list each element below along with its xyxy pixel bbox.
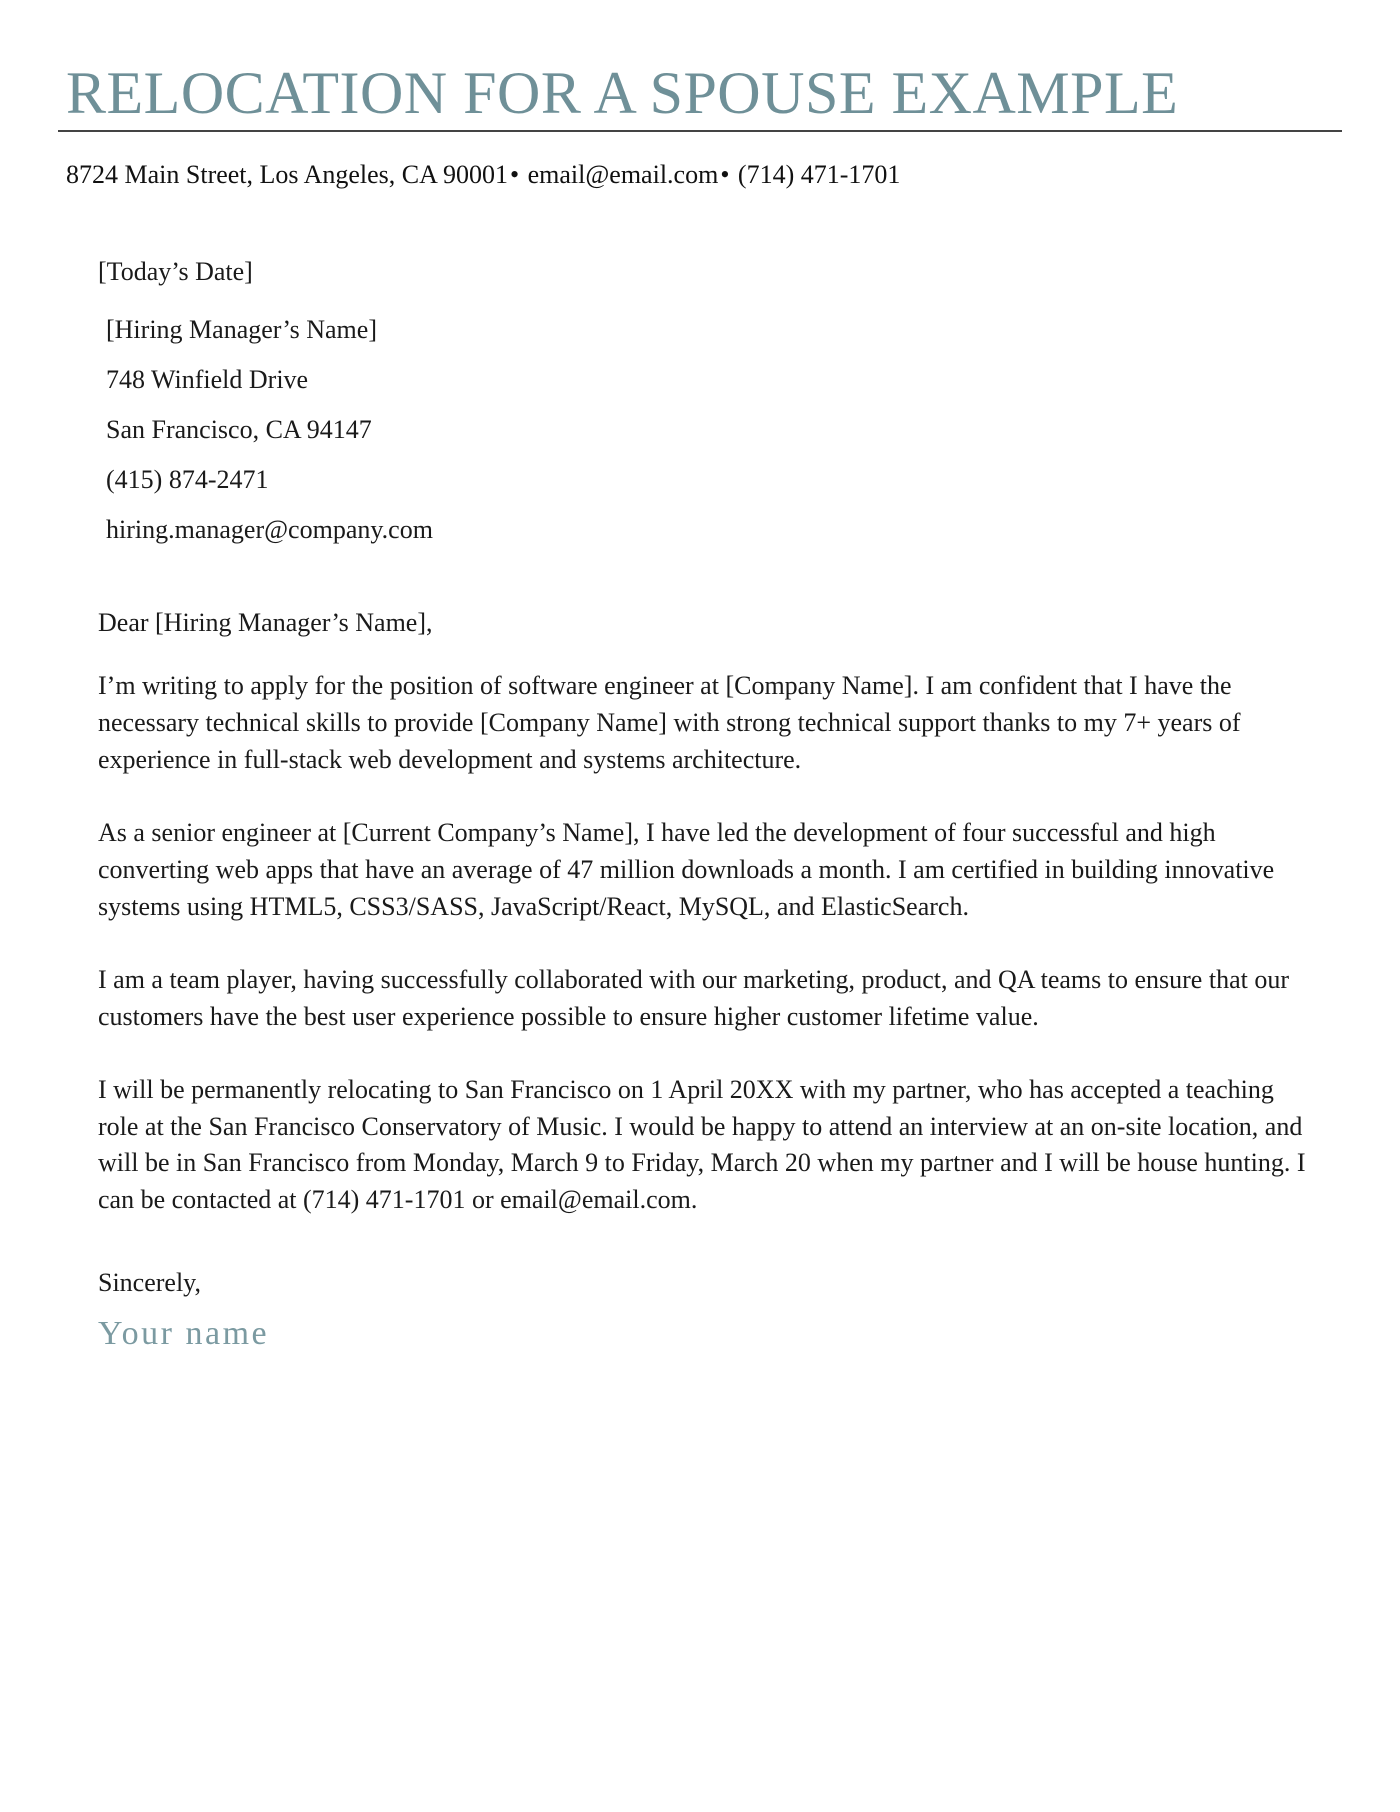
recipient-address-block [94,289,1312,543]
recipient-phone: (415) 874-2471 [106,465,269,495]
recipient-email: hiring.manager@company.com [106,515,433,545]
date-line: [Today’s Date] [98,257,253,287]
recipient-name: [Hiring Manager’s Name] [106,315,377,345]
body-paragraph: I am a team player, having successfully collaborated with our marketing, product, and QA teams to ensure that our customers have the best user experience possible to ensure higher customer lifetime value. [98,964,1289,1031]
sender-phone: (714) 471-1701 [737,160,901,190]
valediction: Sincerely, [98,1268,201,1298]
sender-email: email@email.com [527,160,719,190]
letterhead [58,0,1342,192]
signature-name: Your name [98,1315,270,1353]
recipient-street: 748 Winfield Drive [106,365,309,395]
page-title: RELOCATION FOR A SPOUSE EXAMPLE [66,60,1179,126]
sender-address: 8724 Main Street, Los Angeles, CA 90001 [66,160,508,190]
body-paragraph: I will be permanently relocating to San Francisco on 1 April 20XX with my partner, who has accepted a teaching role at the San Francisco Conservatory of Music. I would be happy to attend an interview at an on-site location, and will be in San Francisco from Monday, March 9 to Friday, March 20 when my partner and I will be house hunting. I can be contacted at (714) 471-1701 or email@email.com. [98,1074,1306,1215]
letter-body [58,192,1342,1355]
salutation: Dear [Hiring Manager’s Name], [98,608,433,638]
closing-block [94,1255,1312,1355]
recipient-city-state-zip: San Francisco, CA 94147 [106,415,372,445]
contact-separator-2: • [720,160,730,190]
body-paragraphs [94,640,1312,1219]
body-paragraph: I’m writing to apply for the position of software engineer at [Company Name]. I am confident that I have the necessary technical skills to provide [Company Name] with strong technical support thanks to my 7+ years of experience in full-stack web development and systems architecture. [98,671,1241,775]
body-paragraph: As a senior engineer at [Current Company’s Name], I have led the development of four successful and high converting web apps that have an average of 47 million downloads a month. I am certified in building innovative systems using HTML5, CSS3/SASS, JavaScript/React, MySQL, and ElasticSearch. [98,818,1275,921]
sender-contact-line [58,132,1342,192]
contact-separator-1: • [509,160,520,190]
